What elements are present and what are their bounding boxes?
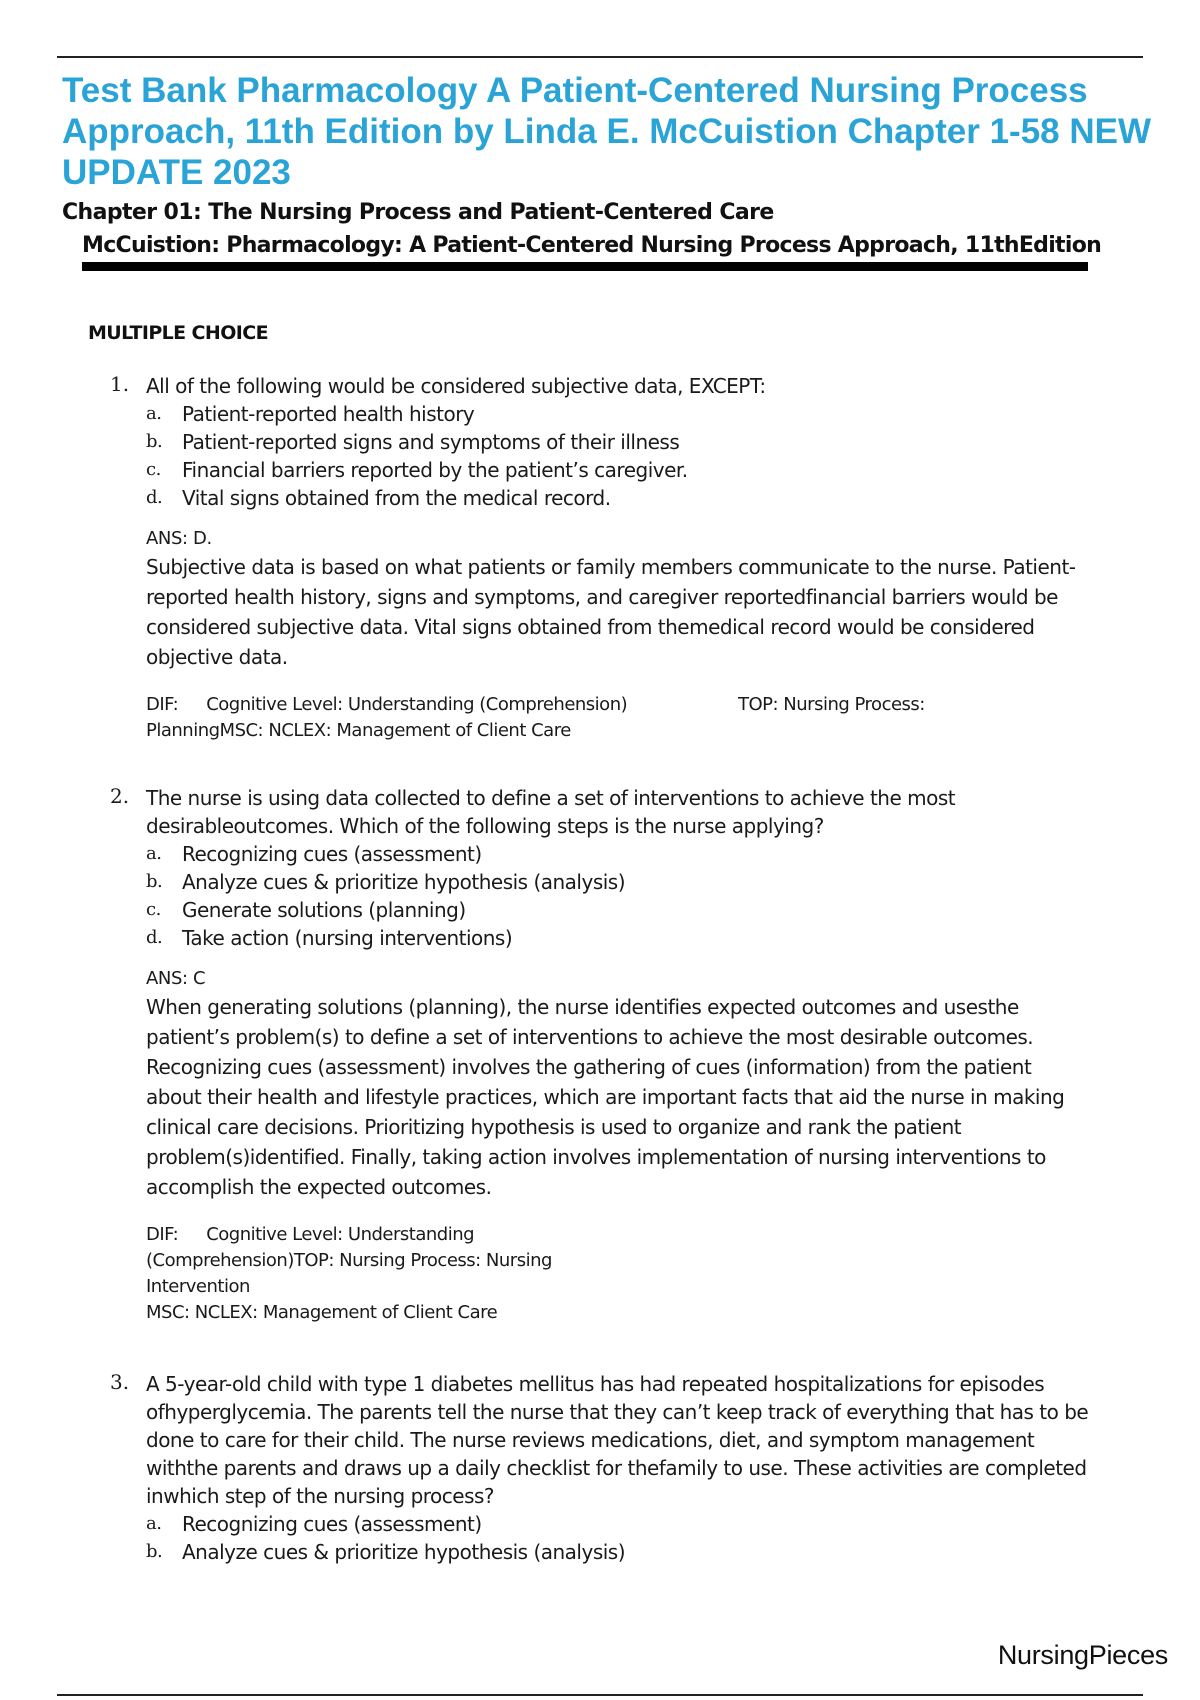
- question-number: 2.: [110, 784, 130, 808]
- answer-rationale: When generating solutions (planning), the nurse identifies expected outcomes and usesthe patient’s problem(s) to define a set of interventions to achieve the most desirable outcomes. Recognizing cues (assessment) involves the gathering of cues (information) from the patient about their health and lifestyle practices, which are important facts that aid the nurse in making clinical care decisions. Prioritizing hypothesis is used to organize and rank the patient problem(s)identified. Finally, taking action involves implementation of nursing interventions to accomplish the expected outcomes.: [146, 995, 1065, 1199]
- question-3: [110, 1370, 1090, 1566]
- option-letter: c.: [146, 899, 161, 920]
- option-text: Analyze cues & prioritize hypothesis (analysis): [182, 870, 626, 894]
- option-letter: c.: [146, 459, 161, 480]
- question-2: [110, 784, 1090, 1326]
- metadata-line: [146, 1222, 1090, 1248]
- chapter-heading: Chapter 01: The Nursing Process and Patient-Centered Care: [62, 200, 774, 225]
- option-text: Patient-reported health history: [182, 402, 475, 426]
- option-list: [146, 400, 1090, 512]
- option-list: [146, 840, 1090, 952]
- option-text: Recognizing cues (assessment): [182, 1512, 482, 1536]
- option-letter: a.: [146, 843, 162, 864]
- site-watermark: NursingPieces: [997, 1640, 1168, 1670]
- section-heading: MULTIPLE CHOICE: [88, 322, 268, 344]
- metadata-line: PlanningMSC: NCLEX: Management of Client Care: [146, 720, 571, 741]
- option-text: Vital signs obtained from the medical record.: [182, 486, 611, 510]
- answer-rationale: Subjective data is based on what patients or family members communicate to the nurse. Patient-reported health history, signs and symptoms, and caregiver reportedfinancial barriers would be considered subjective data. Vital signs obtained from themedical record would be considered objective data.: [146, 555, 1076, 669]
- header-divider: [82, 262, 1088, 271]
- option-item: [146, 428, 1090, 456]
- question-metadata: [146, 1222, 1090, 1326]
- option-item: [146, 456, 1090, 484]
- topic-label: TOP: Nursing Process:: [738, 694, 925, 715]
- answer-key: ANS: C: [146, 968, 206, 989]
- dif-label: DIF:: [146, 1224, 179, 1245]
- answer-key: ANS: D.: [146, 528, 212, 549]
- option-item: [146, 400, 1090, 428]
- question-number: 3.: [110, 1370, 130, 1394]
- option-item: [146, 924, 1090, 952]
- dif-value: Cognitive Level: Understanding (Comprehension): [206, 694, 628, 715]
- metadata-line: MSC: NCLEX: Management of Client Care: [146, 1302, 498, 1323]
- question-text: The nurse is using data collected to define a set of interventions to achieve the most desirableoutcomes. Which of the following steps is the nurse applying?: [146, 786, 956, 838]
- option-item: [146, 484, 1090, 512]
- question-1: [110, 372, 1090, 744]
- option-letter: b.: [146, 871, 163, 892]
- option-text: Analyze cues & prioritize hypothesis (analysis): [182, 1540, 626, 1564]
- metadata-line: Intervention: [146, 1276, 250, 1297]
- option-item: [146, 896, 1090, 924]
- option-text: Take action (nursing interventions): [182, 926, 513, 950]
- option-letter: b.: [146, 431, 163, 452]
- option-text: Patient-reported signs and symptoms of their illness: [182, 430, 680, 454]
- document-title: Test Bank Pharmacology A Patient-Centered Nursing Process Approach, 11th Edition by Linda E. McCuistion Chapter 1-58 NEW UPDATE 2023: [62, 71, 1151, 192]
- option-item: [146, 1510, 1090, 1538]
- option-letter: a.: [146, 403, 162, 424]
- top-rule: [57, 56, 1143, 58]
- option-list: [146, 1510, 1090, 1566]
- bottom-rule: [57, 1694, 1143, 1696]
- option-letter: d.: [146, 487, 163, 508]
- option-letter: d.: [146, 927, 163, 948]
- metadata-line: (Comprehension)TOP: Nursing Process: Nursing: [146, 1250, 552, 1271]
- option-item: [146, 868, 1090, 896]
- option-letter: a.: [146, 1513, 162, 1534]
- dif-label: DIF:: [146, 694, 179, 715]
- metadata-line: [146, 692, 1090, 718]
- option-text: Generate solutions (planning): [182, 898, 466, 922]
- option-text: Recognizing cues (assessment): [182, 842, 482, 866]
- question-number: 1.: [110, 372, 130, 396]
- question-metadata: [146, 692, 1090, 744]
- option-text: Financial barriers reported by the patient’s caregiver.: [182, 458, 688, 482]
- option-letter: b.: [146, 1541, 163, 1562]
- option-item: [146, 840, 1090, 868]
- question-text: All of the following would be considered subjective data, EXCEPT:: [146, 374, 766, 398]
- book-subtitle: McCuistion: Pharmacology: A Patient-Centered Nursing Process Approach, 11thEdition: [82, 233, 1102, 258]
- option-item: [146, 1538, 1090, 1566]
- dif-value: Cognitive Level: Understanding: [206, 1224, 475, 1245]
- question-text: A 5-year-old child with type 1 diabetes mellitus has had repeated hospitalizations for episodes ofhyperglycemia. The parents tell the nurse that they can’t keep track of everything that has to be done to care for their child. The nurse reviews medications, diet, and symptom management withthe parents and draws up a daily checklist for thefamily to use. These activities are completed inwhich step of the nursing process?: [146, 1372, 1089, 1508]
